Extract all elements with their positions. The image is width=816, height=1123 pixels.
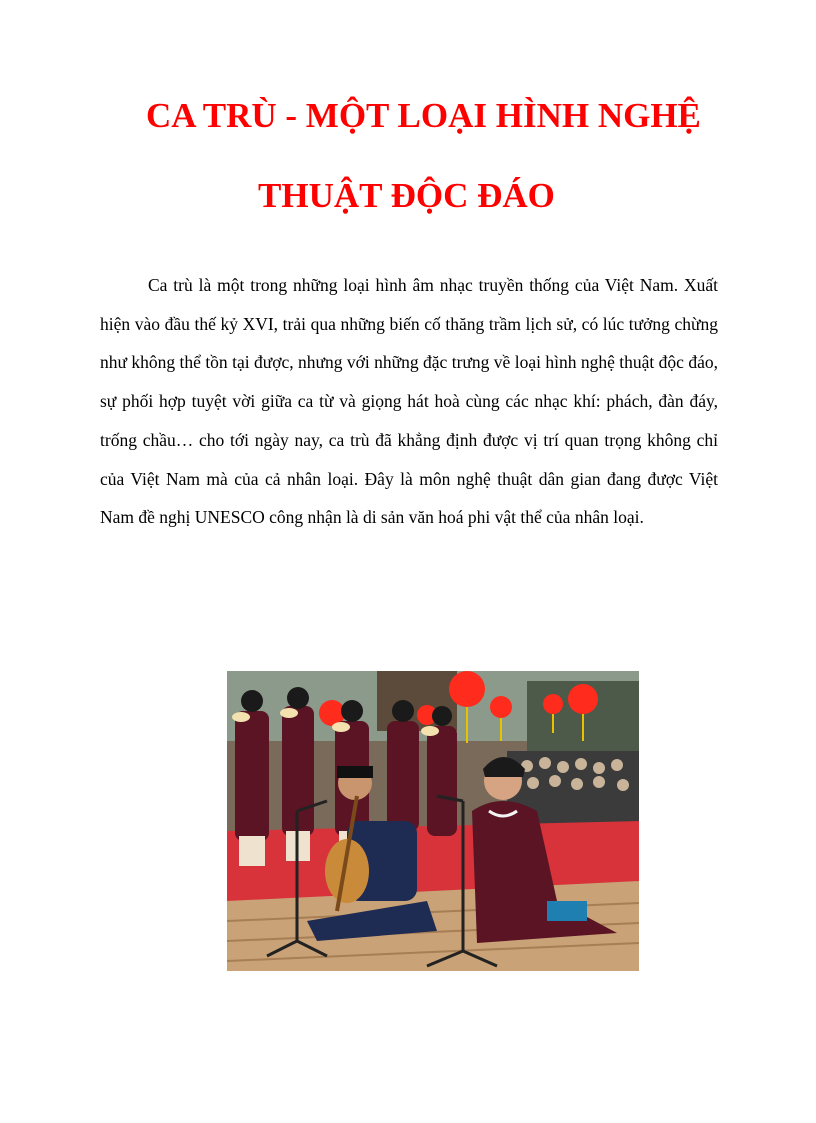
page-title-line-1: CA TRÙ - MỘT LOẠI HÌNH NGHỆ [146,96,701,135]
body-paragraph: Ca trù là một trong những loại hình âm nhạc truyền thống của Việt Nam. Xuất hiện vào đầu thế kỷ XVI, trải qua những biến cố thăng trầm lịch sử, có lúc tưởng chừng như không thể tồn tại được, nhưng với những đặc trưng về loại hình nghệ thuật độc đáo, sự phối hợp tuyệt vời giữa ca từ và giọng hát hoà cùng các nhạc khí: phách, đàn đáy, trống chầu… cho tới ngày nay, ca trù đã khẳng định được vị trí quan trọng không chỉ của Việt Nam mà của cả nhân loại. Đây là môn nghệ thuật dân gian đang được Việt Nam đề nghị UNESCO công nhận là di sản văn hoá phi vật thể của nhân loại. [100,275,718,528]
page-title-line-2: THUẬT ĐỘC ĐÁO [258,176,555,215]
ca-tru-performance-photo [227,671,639,971]
